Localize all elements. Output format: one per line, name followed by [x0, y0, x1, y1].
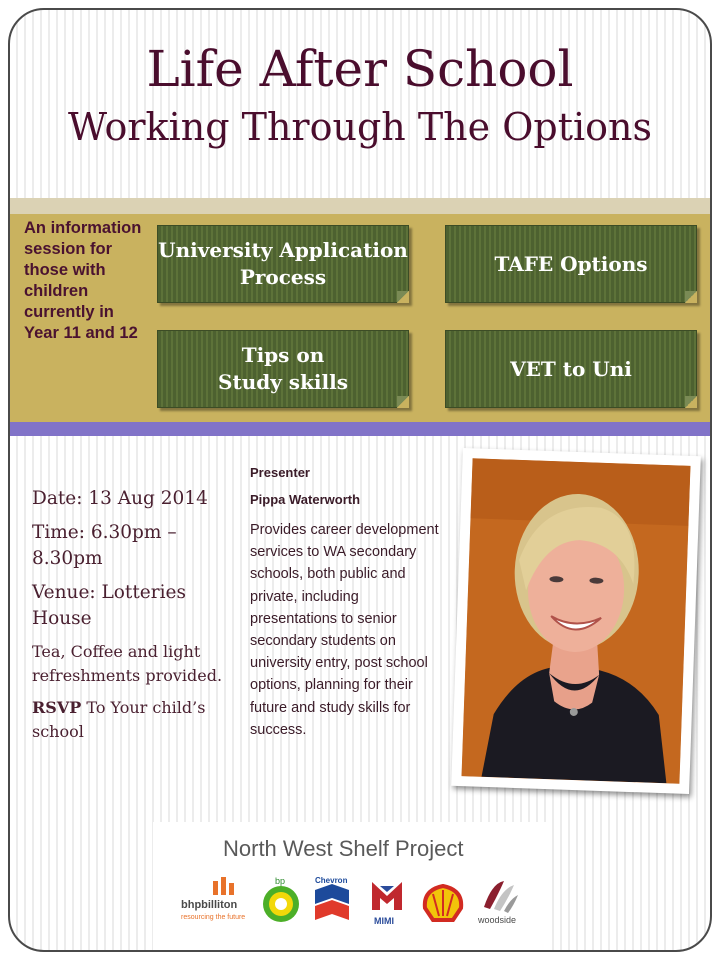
- bhpbilliton-logo: [181, 877, 251, 931]
- option-study-skills: [157, 330, 409, 408]
- woodside-wordmark: woodside: [478, 915, 517, 925]
- subtitle: Working Through The Options: [68, 105, 652, 149]
- shell-logo: [421, 882, 465, 928]
- presenter-name: Pippa Waterworth: [250, 492, 361, 507]
- presenter-photo: [462, 458, 691, 783]
- flyer-page: [8, 8, 712, 952]
- presenter-photo-frame: [451, 448, 701, 794]
- option-label: VET to Uni: [510, 356, 632, 381]
- option-university-application: [157, 225, 409, 303]
- option-label: TAFE Options: [494, 251, 648, 276]
- rsvp-label: RSVP: [32, 698, 82, 717]
- bp-logo: [261, 876, 301, 928]
- presenter-bio: Provides career development services to WA secondary schools, both public and private, including presentations to senior secondary students on university entry, post school options, planning for their future and study skills for success.: [250, 522, 439, 738]
- presenter-info: [250, 465, 440, 741]
- rsvp-text: To Your child’s school: [32, 698, 206, 741]
- sponsor-banner: [153, 822, 546, 950]
- chevron-logo: [313, 876, 351, 932]
- bp-wordmark: bp: [275, 876, 286, 886]
- portrait-illustration: [462, 458, 691, 783]
- option-label: Study skills: [218, 370, 348, 394]
- title-area: [10, 10, 710, 200]
- bhpbilliton-tagline: resourcing the future: [181, 914, 246, 921]
- event-venue: Venue: Lotteries House: [32, 582, 186, 629]
- intro-text: An information session for those with children currently in Year 11 and 12: [24, 219, 142, 342]
- option-label: Tips on: [241, 343, 325, 367]
- bhpbilliton-wordmark: bhpbilliton: [181, 899, 238, 911]
- band-top-stripe: [10, 198, 710, 214]
- option-label: Process: [239, 265, 327, 289]
- woodside-logo: [478, 877, 520, 925]
- option-vet-to-uni: [445, 330, 697, 408]
- event-time: Time: 6.30pm – 8.30pm: [32, 522, 177, 569]
- option-label: University Application: [158, 238, 408, 262]
- chevron-wordmark: Chevron: [315, 876, 348, 885]
- event-rsvp: [32, 696, 242, 744]
- option-tafe: [445, 225, 697, 303]
- event-details: [32, 486, 242, 752]
- band-bottom-stripe: [10, 422, 710, 436]
- event-date: Date: 13 Aug 2014: [32, 488, 208, 509]
- main-title: Life After School: [146, 40, 574, 98]
- mimi-wordmark: MIMI: [374, 916, 394, 926]
- presenter-label: Presenter: [250, 465, 310, 480]
- mimi-logo: [368, 880, 406, 926]
- sponsor-title: North West Shelf Project: [223, 836, 464, 861]
- event-refreshments: Tea, Coffee and light refreshments provided.: [32, 642, 223, 685]
